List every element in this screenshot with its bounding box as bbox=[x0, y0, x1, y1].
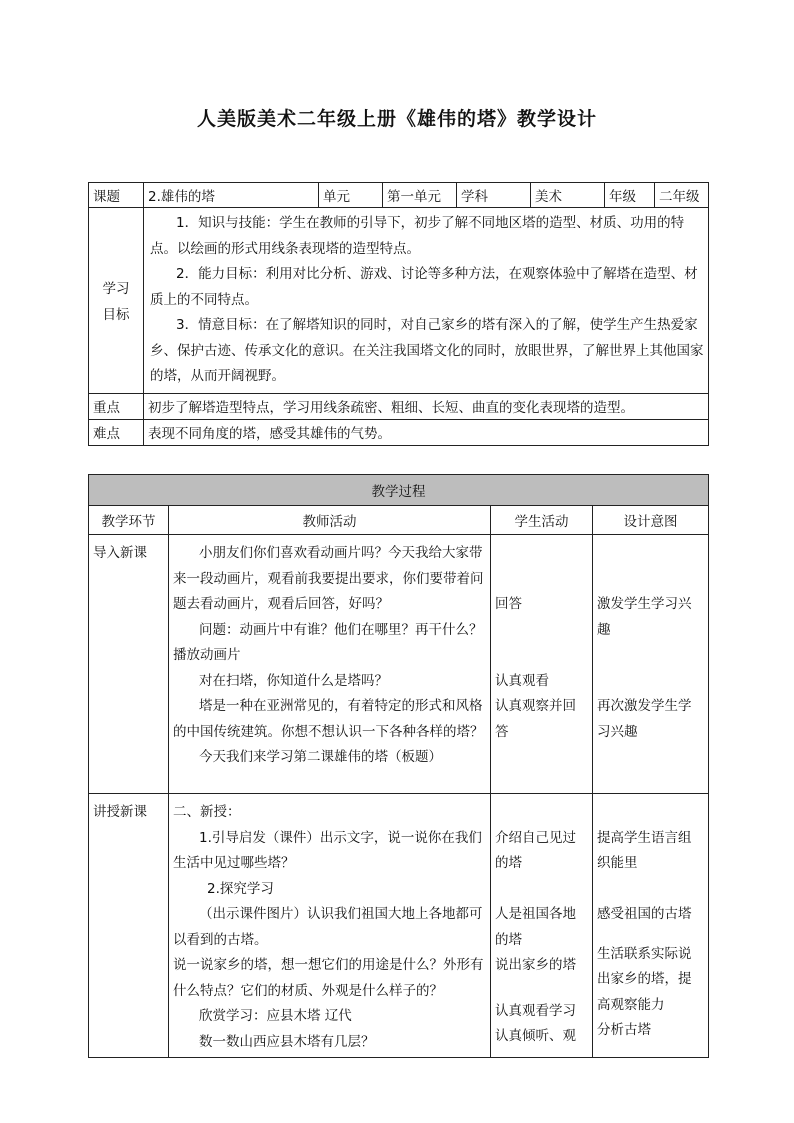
subject-label: 学科 bbox=[457, 183, 531, 208]
goals-content bbox=[144, 208, 709, 394]
column-header: 教学环节 bbox=[89, 506, 169, 535]
student-activity: 认真观看 bbox=[495, 672, 549, 689]
student-activity: 认真观看学习 bbox=[495, 1002, 576, 1019]
teacher-paragraph: 对在扫塔，你知道什么是塔吗？ bbox=[199, 672, 388, 689]
design-intent-cell bbox=[593, 794, 709, 1058]
stage-cell bbox=[89, 535, 169, 794]
grade-value: 二年级 bbox=[655, 183, 709, 208]
goals-label-line2: 目标 bbox=[102, 307, 130, 324]
keypoint-text: 初步了解塔造型特点，学习用线条疏密、粗细、长短、曲直的变化表现塔的造型。 bbox=[144, 393, 709, 419]
goals-label-line1: 学习 bbox=[102, 281, 130, 298]
teacher-paragraph: 欣赏学习：应县木塔 辽代 bbox=[199, 1008, 352, 1024]
teacher-paragraph: 小朋友们你们喜欢看动画片吗？今天我给大家带来一段动画片，观看前我要提出要求，你们要带着问题去看动画片，观看后回答，好吗？ bbox=[173, 545, 484, 612]
goal-item: 1．知识与技能：学生在教师的引导下，初步了解不同地区塔的造型、材质、功用的特点。以绘画的形式用线条表现塔的造型特点。 bbox=[150, 215, 685, 257]
grade-label: 年级 bbox=[605, 183, 655, 208]
stage-cell bbox=[89, 794, 169, 1058]
keypoint-label: 重点 bbox=[89, 393, 144, 419]
process-heading: 教学过程 bbox=[89, 475, 709, 506]
topic-value: 2.雄伟的塔 bbox=[144, 183, 319, 208]
design-intent: 分析古塔 bbox=[597, 1022, 651, 1038]
teacher-paragraph: 二、新授： bbox=[173, 804, 241, 820]
stage-label: 讲授新课 bbox=[93, 804, 147, 820]
difficulty-text: 表现不同角度的塔，感受其雄伟的气势。 bbox=[144, 419, 709, 445]
student-activity-cell bbox=[491, 535, 593, 794]
teacher-paragraph: 2.探究学习 bbox=[207, 880, 274, 897]
difficulty-label: 难点 bbox=[89, 419, 144, 445]
student-activity: 介绍自己见过的塔 bbox=[495, 829, 576, 871]
unit-label: 单元 bbox=[319, 183, 383, 208]
topic-label: 课题 bbox=[89, 183, 144, 208]
goal-item: 2．能力目标：利用对比分析、游戏、讨论等多种方法，在观察体验中了解塔在造型、材质上的不同特点。 bbox=[150, 266, 698, 308]
teacher-activity-cell bbox=[169, 535, 491, 794]
teacher-paragraph: 塔是一种在亚洲常见的，有着特定的形式和风格的中国传统建筑。你想不想认识一下各种各样的塔？ bbox=[173, 698, 484, 740]
table-row bbox=[89, 794, 709, 1058]
student-activity: 人是祖国各地的塔 bbox=[495, 906, 576, 948]
teacher-paragraph: （出示课件图片）认识我们祖国大地上各地都可以看到的古塔。 bbox=[173, 906, 483, 948]
lesson-info-table bbox=[88, 182, 709, 446]
teacher-paragraph: 1.引导启发（课件）出示文字，说一说你在我们生活中见过哪些塔？ bbox=[173, 829, 482, 871]
design-intent-cell bbox=[593, 535, 709, 794]
student-activity: 认真观察并回答 bbox=[495, 698, 576, 740]
column-header: 学生活动 bbox=[491, 506, 593, 535]
unit-value: 第一单元 bbox=[383, 183, 457, 208]
teacher-paragraph: 问题：动画片中有谁？他们在哪里？再干什么？播放动画片 bbox=[173, 621, 483, 663]
student-activity: 回答 bbox=[495, 596, 522, 612]
column-header: 教师活动 bbox=[169, 506, 491, 535]
column-header: 设计意图 bbox=[593, 506, 709, 535]
student-activity: 说出家乡的塔 bbox=[495, 957, 576, 973]
student-activity-cell bbox=[491, 794, 593, 1058]
process-table bbox=[88, 474, 709, 1058]
teacher-paragraph: 数一数山西应县木塔有几层？ bbox=[199, 1033, 375, 1050]
stage-label: 导入新课 bbox=[93, 545, 147, 561]
document-title: 人美版美术二年级上册《雄伟的塔》教学设计 bbox=[196, 108, 597, 130]
student-activity: 认真倾听、观 bbox=[495, 1028, 576, 1044]
teacher-activity-cell bbox=[169, 794, 491, 1058]
subject-value: 美术 bbox=[531, 183, 605, 208]
goal-item: 3．情意目标：在了解塔知识的同时，对自己家乡的塔有深入的了解，使学生产生热爱家乡、保护古迹、传承文化的意识。在关注我国塔文化的同时，放眼世界，了解世界上其他国家的塔，从而开阔视野。 bbox=[150, 317, 704, 384]
design-intent: 感受祖国的古塔 bbox=[597, 906, 692, 922]
design-intent: 生活联系实际说出家乡的塔，提高观察能力 bbox=[597, 945, 692, 1013]
design-intent: 再次激发学生学习兴趣 bbox=[597, 698, 692, 740]
table-row bbox=[89, 535, 709, 794]
goals-label bbox=[89, 208, 144, 394]
design-intent: 激发学生学习兴趣 bbox=[597, 596, 692, 638]
design-intent: 提高学生语言组织能里 bbox=[597, 829, 692, 871]
teacher-paragraph: 今天我们来学习第二课雄伟的塔（板题） bbox=[199, 749, 442, 765]
teacher-paragraph: 说一说家乡的塔，想一想它们的用途是什么？外形有什么特点？它们的材质、外观是什么样子的？ bbox=[173, 957, 484, 999]
